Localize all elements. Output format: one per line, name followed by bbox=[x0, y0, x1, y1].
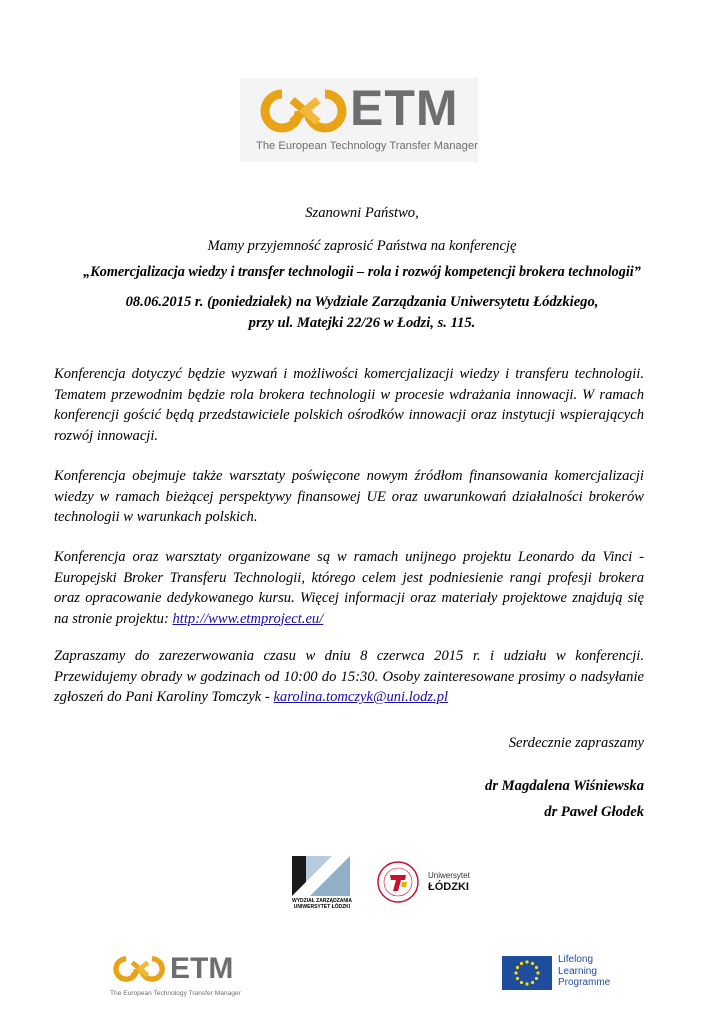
etm-logo-subtitle: The European Technology Transfer Manager bbox=[256, 140, 478, 152]
closing: Serdecznie zapraszamy bbox=[508, 735, 644, 751]
project-website-link[interactable]: http://www.etmproject.eu/ bbox=[172, 610, 324, 627]
date-location-line-2: przy ul. Matejki 22/26 w Łodzi, s. 115. bbox=[248, 315, 476, 331]
llp-logo-line2: Learning bbox=[558, 965, 597, 977]
faculty-logo bbox=[288, 856, 356, 912]
invite-line: Mamy przyjemność zaprosić Państwa na konferencję bbox=[207, 238, 517, 254]
etm-logo-word: ETM bbox=[350, 80, 459, 136]
contact-email-link[interactable]: karolina.tomczyk@uni.lodz.pl bbox=[273, 689, 449, 705]
llp-logo bbox=[502, 954, 622, 994]
faculty-logo-line1: WYDZIAŁ ZARZĄDZANIA bbox=[292, 898, 352, 904]
paragraph-4-text: Zapraszamy do zarezerwowania czasu w dniu 8 czerwca 2015 r. i udziału w konferencji. Przewidujemy obrady w godzinach od 10:00 do 15:30. Osoby zainteresowane prosimy o nadsyłanie zgłoszeń do Pani Karoliny Tomczyk - bbox=[54, 648, 644, 705]
paragraph-3-text: Konferencja oraz warsztaty organizowane są w ramach unijnego projektu Leonardo da Vinci - Europejski Broker Transferu Technologii, którego celem jest podniesienie rangi profesji brokera oraz opracowanie dedykowanego kursu. Więcej informacji oraz materiały projektowe znajdują się na stronie projektu: bbox=[54, 549, 644, 627]
llp-logo-line3: Programme bbox=[558, 977, 611, 988]
university-logo-line1: Uniwersytet bbox=[428, 871, 470, 880]
university-seal-icon bbox=[376, 860, 420, 904]
infinity-logo-icon bbox=[256, 86, 354, 136]
llp-logo-line1: Lifelong bbox=[558, 954, 594, 965]
etm-footer-logo bbox=[108, 952, 248, 1002]
paragraph-4 bbox=[54, 646, 644, 708]
conference-title: „Komercjalizacja wiedzy i transfer technologii – rola i rozwój kompetencji brokera technologii” bbox=[83, 264, 641, 280]
paragraph-1: Konferencja dotyczyć będzie wyzwań i możliwości komercjalizacji wiedzy i transferu technologii. Tematem przewodnim będzie rola brokera technologii w procesie wdrażania innowacji. W ramach konferencji gościć będą przedstawiciele polskich ośrodków innowacji oraz instytucji wspierających rozwój innowacji. bbox=[54, 366, 644, 444]
university-logo-line2: ŁÓDZKI bbox=[428, 881, 469, 893]
faculty-emblem-icon bbox=[292, 856, 350, 896]
etm-footer-subtitle: The European Technology Transfer Manager bbox=[110, 990, 241, 997]
etm-footer-word: ETM bbox=[170, 952, 234, 985]
date-location-line-1: 08.06.2015 r. (poniedziałek) na Wydziale Zarządzania Uniwersytetu Łódzkiego, bbox=[125, 294, 599, 310]
signature-2: dr Paweł Głodek bbox=[544, 804, 644, 820]
salutation: Szanowni Państwo, bbox=[305, 205, 419, 221]
signature-1: dr Magdalena Wiśniewska bbox=[485, 778, 644, 794]
university-logo bbox=[376, 860, 486, 910]
paragraph-2: Konferencja obejmuje także warsztaty poświęcone nowym źródłom finansowania komercjalizacji wiedzy w ramach bieżącej perspektywy finansowej UE oraz uwarunkowań działalności brokerów technologii w warunkach polskich. bbox=[54, 468, 644, 525]
faculty-logo-line2: UNIWERSYTET ŁÓDZKI bbox=[293, 904, 351, 910]
eu-flag-icon bbox=[502, 956, 552, 990]
paragraph-3 bbox=[54, 547, 644, 629]
etm-header-logo bbox=[240, 78, 478, 162]
infinity-logo-small-icon bbox=[110, 954, 170, 984]
